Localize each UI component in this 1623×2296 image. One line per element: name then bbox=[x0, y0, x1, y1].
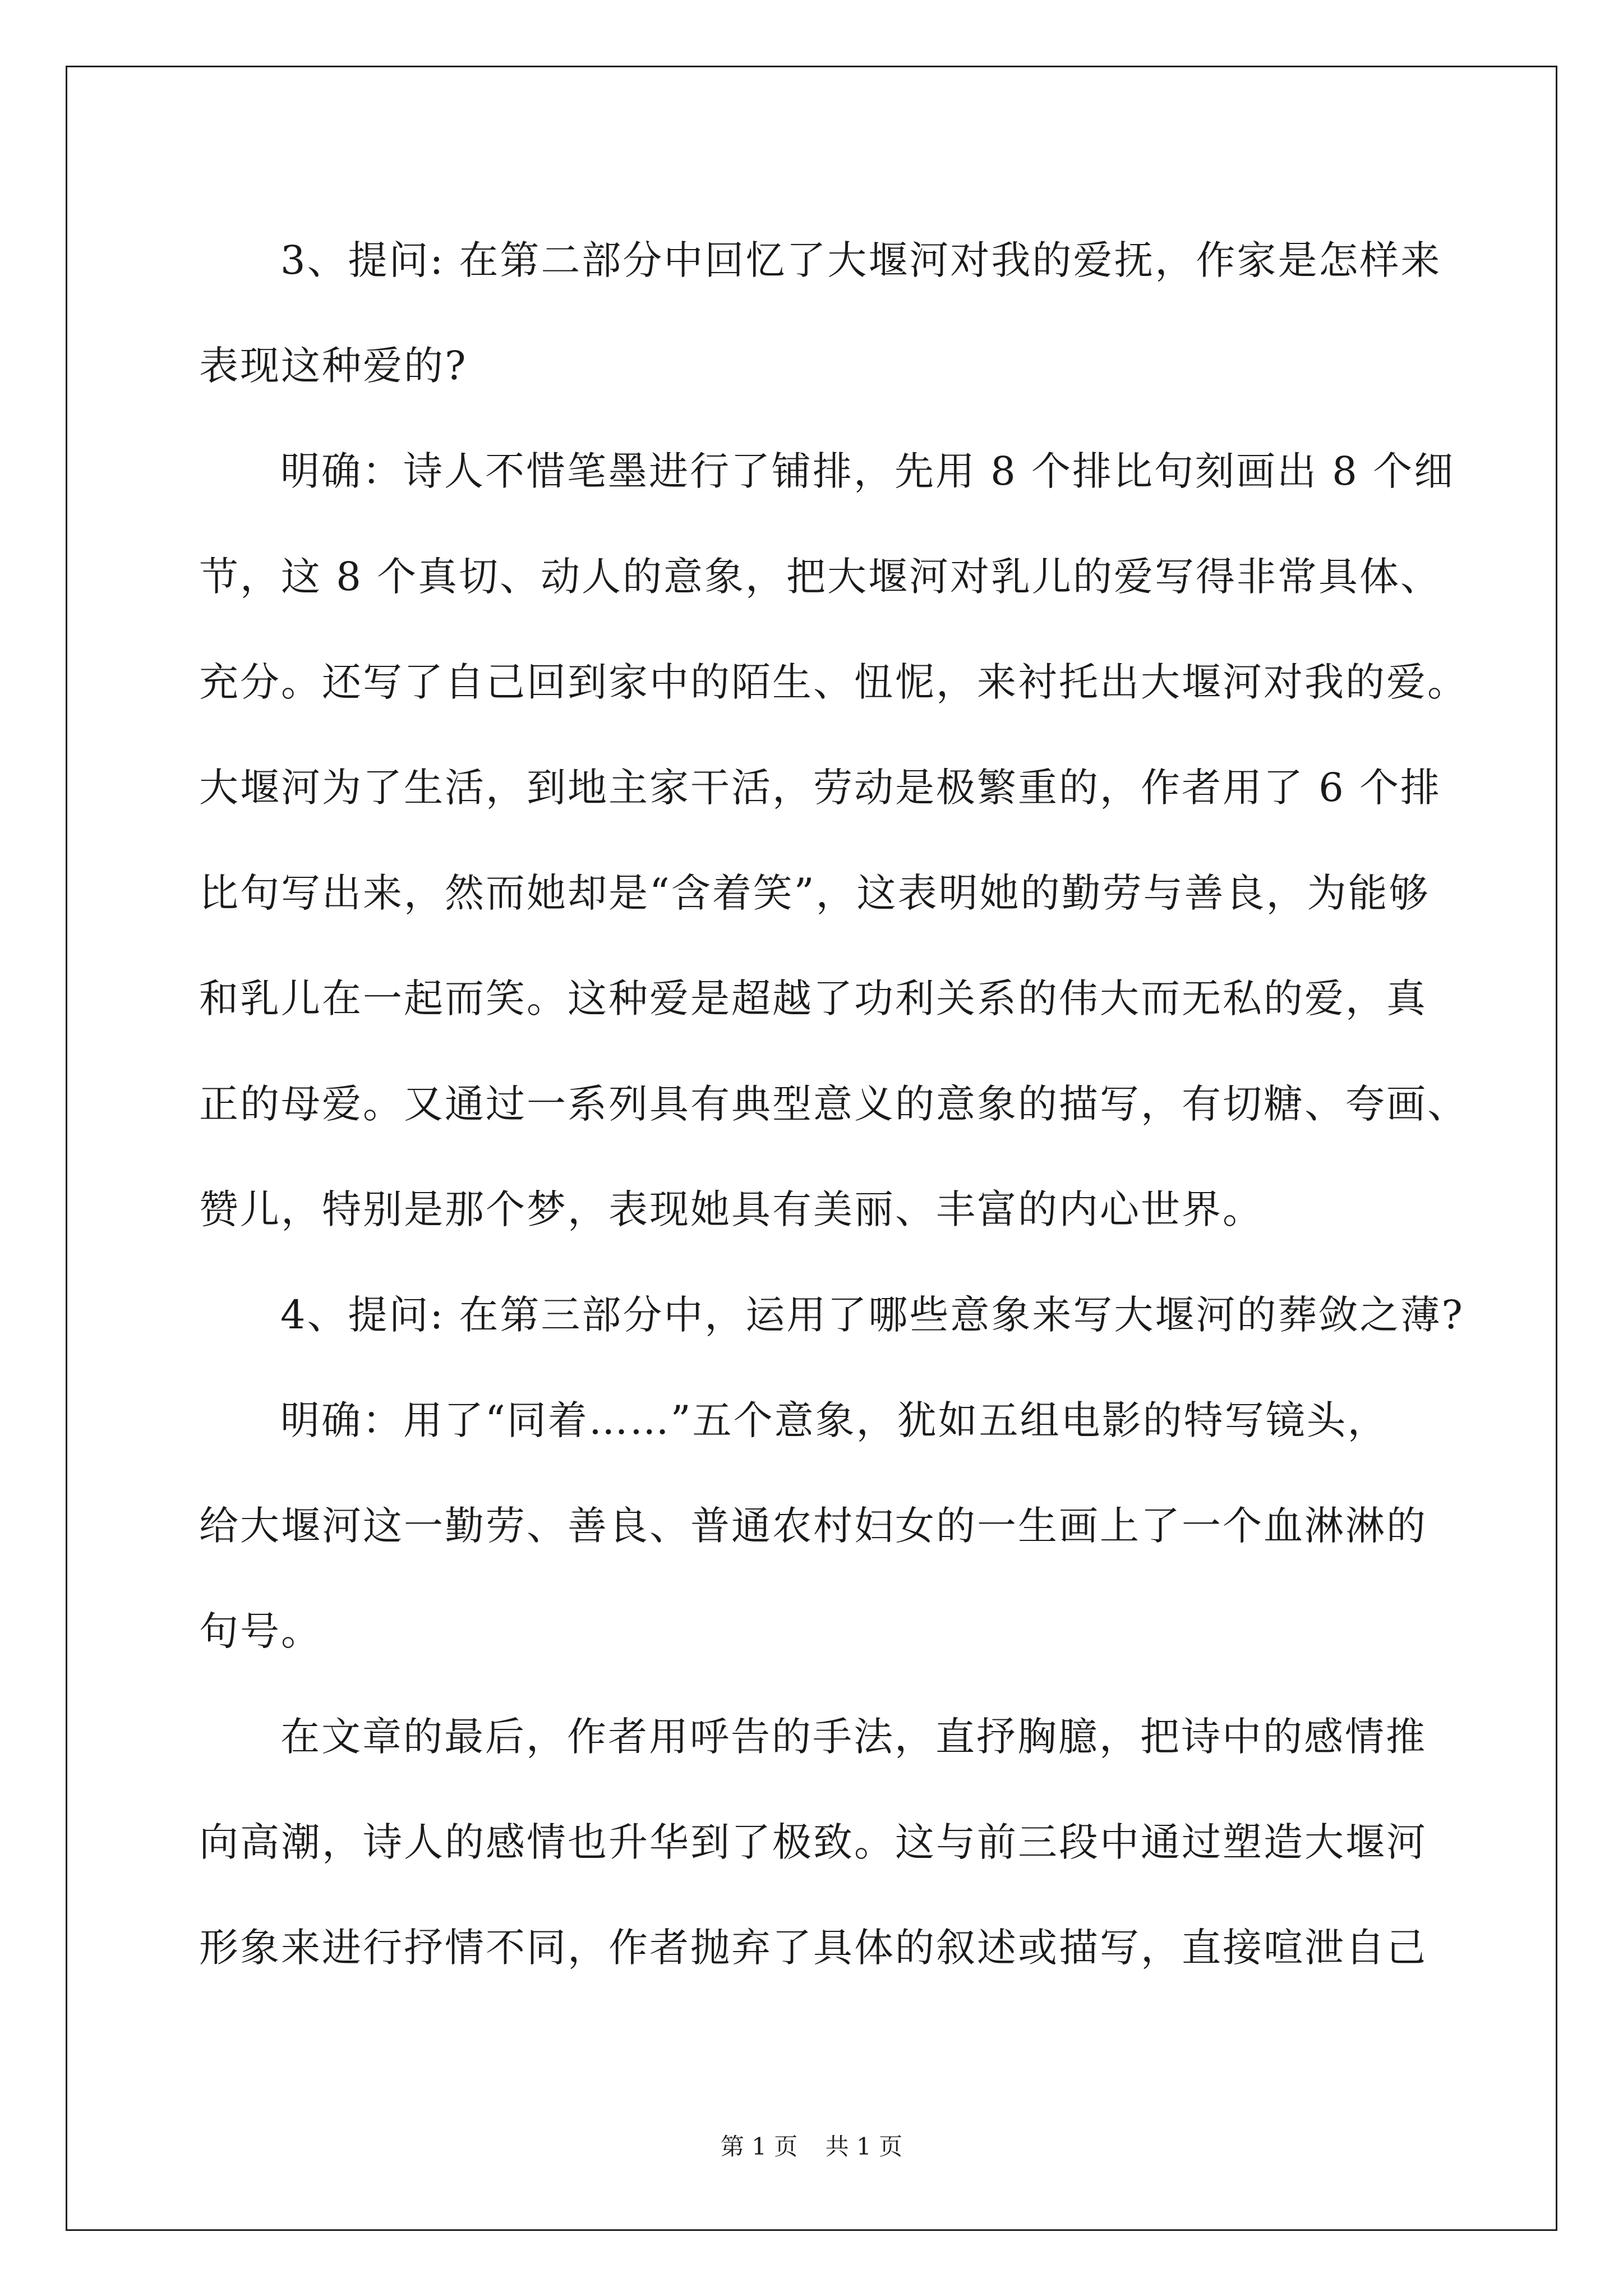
text-line: 3、提问: 在第二部分中回忆了大堰河对我的爱抚，作家是怎样来 bbox=[280, 237, 1442, 283]
text-line: 向高潮，诗人的感情也升华到了极致。这与前三段中通过塑造大堰河 bbox=[199, 1819, 1427, 1865]
text-line: 大堰河为了生活，到地主家干活，劳动是极繁重的，作者用了 6 个排 bbox=[199, 765, 1442, 811]
page-total: 共 1 页 bbox=[825, 2133, 903, 2160]
text-line: 给大堰河这一勤劳、善良、普通农村妇女的一生画上了一个血淋淋的 bbox=[199, 1503, 1427, 1549]
text-line: 充分。还写了自己回到家中的陌生、忸怩，来衬托出大堰河对我的爱。 bbox=[199, 659, 1468, 705]
document-body bbox=[199, 208, 1468, 2000]
page-footer bbox=[0, 2130, 1623, 2164]
text-line: 在文章的最后，作者用呼告的手法，直抒胸臆，把诗中的感情推 bbox=[280, 1714, 1427, 1760]
text-line: 表现这种爱的? bbox=[199, 343, 468, 389]
text-line: 形象来进行抒情不同，作者抛弃了具体的叙述或描写，直接喧泄自己 bbox=[199, 1925, 1427, 1971]
text-line: 节，这 8 个真切、动人的意象，把大堰河对乳儿的爱写得非常具体、 bbox=[199, 554, 1442, 600]
text-line: 明确：诗人不惜笔墨进行了铺排，先用 8 个排比句刻画出 8 个细 bbox=[280, 448, 1455, 494]
text-line: 句号。 bbox=[199, 1608, 322, 1654]
text-line: 明确：用了“同着……”五个意象，犹如五组电影的特写镜头， bbox=[280, 1397, 1389, 1443]
text-line: 赞儿，特别是那个梦，表现她具有美丽、丰富的内心世界。 bbox=[199, 1186, 1264, 1232]
text-line: 比句写出来，然而她却是“含着笑”，这表明她的勤劳与善良，为能够 bbox=[199, 870, 1430, 916]
page-number: 第 1 页 bbox=[720, 2133, 798, 2160]
text-line: 和乳儿在一起而笑。这种爱是超越了功利关系的伟大而无私的爱，真 bbox=[199, 976, 1427, 1022]
text-line: 4、提问: 在第三部分中，运用了哪些意象来写大堰河的葬敛之薄? bbox=[280, 1292, 1464, 1338]
text-line: 正的母爱。又通过一系列具有典型意义的意象的描写，有切糖、夸画、 bbox=[199, 1081, 1468, 1127]
